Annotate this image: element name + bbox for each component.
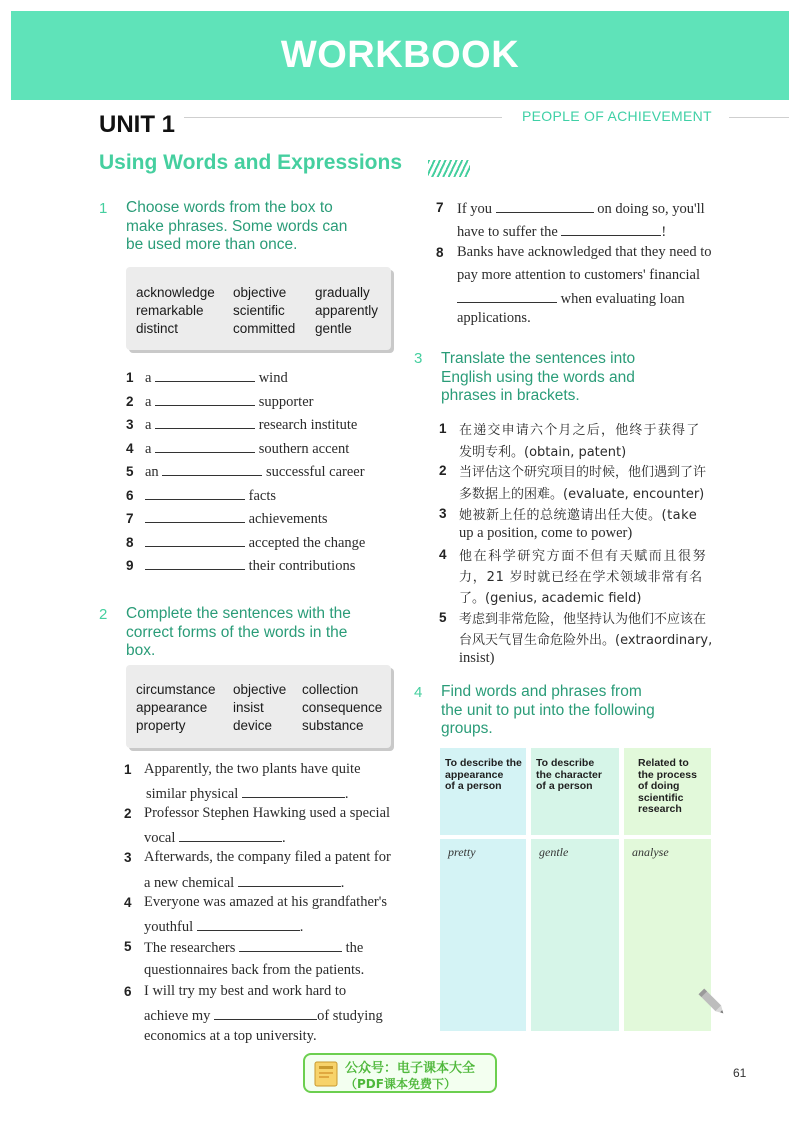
box-word: collection [302, 682, 359, 697]
phrase-line [145, 392, 313, 411]
box-word: device [233, 718, 273, 733]
item-number: 2 [124, 806, 132, 821]
sentence-text: of studying [317, 1008, 383, 1024]
instruction-line: English using the words and [441, 368, 635, 386]
sentence-line: Banks have acknowledged that they need to [457, 244, 712, 260]
question-number: 1 [99, 200, 108, 217]
item-number: 8 [436, 245, 444, 260]
box-word: appearance [136, 700, 208, 715]
question-instruction [126, 605, 351, 661]
box-word: objective [233, 682, 287, 697]
answer-blank[interactable] [155, 368, 255, 382]
sentence-text: achieve my [144, 1008, 211, 1024]
sentence-text: ! [661, 224, 667, 240]
instruction-line: correct forms of the words in the [126, 623, 348, 641]
sentence-line [144, 917, 303, 936]
word-box [126, 267, 391, 350]
sentence-line [457, 199, 705, 218]
sentence-line [144, 873, 344, 892]
item-number: 5 [439, 610, 447, 625]
sentence-line [144, 938, 363, 957]
instruction-line: Translate the sentences into [441, 350, 636, 367]
answer-blank[interactable] [155, 415, 255, 429]
phrase-line [145, 439, 349, 458]
sentence-line: 多数据上的困难。(evaluate, encounter) [459, 487, 705, 502]
box-word: substance [302, 718, 364, 733]
group-header-text: To describe [536, 757, 595, 769]
item-number: 7 [126, 511, 134, 526]
sentence-text: . [282, 830, 286, 846]
group-header-text: of a person [445, 780, 502, 792]
group-answer-cell[interactable] [531, 839, 619, 1031]
answer-blank[interactable] [242, 784, 345, 798]
item-number: 3 [439, 506, 447, 521]
phrase-text: successful career [265, 464, 365, 480]
phrase-line [145, 556, 355, 575]
phrase-text: a [145, 394, 152, 410]
answer-blank[interactable] [155, 392, 255, 406]
phrase-text: achievements [248, 511, 328, 527]
sentence-line: Everyone was amazed at his grandfather's [144, 894, 387, 910]
phrase-text: wind [258, 370, 288, 386]
item-number: 1 [439, 421, 447, 436]
answer-blank[interactable] [496, 199, 594, 213]
phrase-text: a [145, 417, 152, 433]
answer-blank[interactable] [145, 486, 245, 500]
answer-blank[interactable] [214, 1006, 317, 1020]
watermark-stamp [303, 1053, 497, 1093]
instruction-line: groups. [441, 720, 493, 737]
sentence-line: Afterwards, the company filed a patent for [144, 849, 391, 865]
group-header-text: of doing [638, 780, 680, 792]
unit-label: UNIT 1 [99, 111, 176, 138]
item-number: 4 [126, 441, 134, 456]
sentence-line: 发明专利。(obtain, patent) [459, 445, 627, 460]
phrase-line [145, 462, 365, 481]
sentence-text: The researchers [144, 940, 236, 956]
example-word: pretty [448, 845, 476, 859]
phrase-text: an [145, 464, 159, 480]
item-number: 2 [126, 394, 134, 409]
example-word: gentle [539, 845, 569, 859]
sentence-line: 当评估这个研究项目的时候，他们遇到了许 [459, 465, 707, 480]
instruction-line: Complete the sentences with the [126, 605, 351, 622]
item-number: 6 [126, 488, 134, 503]
answer-blank[interactable] [561, 222, 661, 236]
instruction-line: the unit to put into the following [441, 701, 655, 719]
phrase-line [145, 533, 365, 552]
answer-blank[interactable] [238, 873, 341, 887]
sentence-line: 力，21 岁时就已经在学术领域非常有名 [459, 570, 703, 585]
question-instruction [126, 199, 347, 255]
group-answer-cell[interactable] [440, 839, 526, 1031]
box-word: remarkable [136, 303, 204, 318]
phrase-line [145, 368, 288, 387]
sentence-text: when evaluating loan [560, 291, 685, 307]
phrase-line [145, 486, 276, 505]
item-number: 6 [124, 984, 132, 999]
box-word: gentle [315, 321, 352, 336]
sentence-line: economics at a top university. [144, 1028, 317, 1044]
item-number: 9 [126, 558, 134, 573]
group-header-text: scientific [638, 791, 684, 804]
sentence-line: 他在科学研究方面不但有天赋而且很努 [459, 549, 708, 564]
group-header-text: the process [638, 768, 697, 781]
answer-blank[interactable] [145, 533, 245, 547]
header-banner [11, 11, 789, 100]
instruction-line: Find words and phrases from [441, 683, 642, 700]
sentence-text: . [299, 919, 304, 935]
question-number: 4 [414, 684, 423, 701]
phrase-text: accepted the change [248, 535, 366, 551]
phrase-text: a [145, 370, 152, 386]
sentence-line: I will try my best and work hard to [144, 983, 347, 999]
box-word: acknowledge [136, 285, 215, 300]
item-number: 1 [126, 370, 134, 385]
unit-theme: PEOPLE OF ACHIEVEMENT [522, 108, 712, 124]
sentence-line: insist) [459, 650, 495, 666]
item-number: 8 [126, 535, 134, 550]
item-number: 5 [126, 464, 134, 479]
phrase-text: southern accent [258, 441, 350, 457]
answer-blank[interactable] [162, 462, 262, 476]
item-number: 3 [126, 417, 134, 432]
pencil-icon [694, 984, 730, 1020]
box-word: distinct [136, 321, 179, 336]
sentence-line [144, 828, 286, 847]
hatch-decoration [428, 160, 470, 177]
box-word: objective [233, 285, 287, 300]
phrase-text: their contributions [248, 558, 356, 574]
box-word: apparently [315, 303, 379, 318]
phrase-line [145, 415, 357, 434]
group-header-text: appearance [445, 768, 504, 781]
section-title: Using Words and Expressions [99, 151, 403, 174]
answer-blank[interactable] [145, 509, 245, 523]
instruction-line: Choose words from the box to [126, 199, 333, 216]
box-word: insist [233, 700, 264, 715]
sentence-text: have to suffer the [457, 224, 558, 240]
question-number: 2 [99, 606, 108, 623]
phrase-text: a [145, 441, 152, 457]
instruction-line: be used more than once. [126, 236, 298, 253]
answer-blank[interactable] [239, 938, 342, 952]
box-word: consequence [302, 700, 383, 715]
answer-blank[interactable] [145, 556, 245, 570]
stamp-text: （PDF课本免费下） [345, 1077, 456, 1091]
sentence-text: If you [457, 201, 493, 217]
answer-blank[interactable] [155, 439, 255, 453]
group-header-text: research [638, 803, 682, 815]
sentence-line [457, 289, 685, 308]
word-box [126, 665, 391, 748]
instruction-line: phrases in brackets. [441, 387, 580, 404]
instruction-line: box. [126, 642, 156, 659]
item-number: 5 [124, 939, 132, 954]
group-header-text: To describe the [445, 757, 522, 769]
phrase-text: supporter [258, 394, 314, 410]
header-rule [729, 117, 789, 118]
phrase-text: facts [248, 488, 276, 504]
item-number: 2 [439, 463, 447, 478]
sentence-text: youthful [144, 919, 194, 935]
sentence-line [457, 222, 666, 241]
stamp-text: 公众号：电子课本大全 [345, 1061, 476, 1076]
sentence-text: on doing so, you'll [597, 201, 705, 217]
box-word: property [136, 718, 186, 733]
sentence-text: vocal [144, 830, 176, 846]
sentence-line: 在递交申请六个月之后，他终于获得了 [459, 423, 701, 438]
sentence-line: 她被新上任的总统邀请出任大使。(take [459, 508, 698, 523]
box-word: scientific [233, 303, 285, 318]
sentence-line [146, 784, 348, 803]
group-header-text: the character [536, 768, 602, 781]
example-word: analyse [632, 845, 669, 859]
phrase-line [145, 509, 328, 528]
item-number: 4 [439, 547, 447, 562]
group-header-text: of a person [536, 780, 593, 792]
sentence-line [144, 1006, 383, 1025]
item-number: 3 [124, 850, 132, 865]
header-rule [184, 117, 502, 118]
sentence-line: questionnaires back from the patients. [144, 962, 365, 978]
sentence-line: up a position, come to power) [459, 525, 633, 541]
sentence-line: applications. [457, 310, 531, 326]
sentence-line: 台风天气冒生命危险外出。(extraordinary, [459, 633, 713, 648]
banner-title: WORKBOOK [280, 34, 520, 76]
answer-blank[interactable] [197, 917, 300, 931]
book-icon [313, 1060, 339, 1088]
sentence-text: the [345, 940, 364, 956]
answer-blank[interactable] [457, 289, 557, 303]
answer-blank[interactable] [179, 828, 282, 842]
box-word: gradually [315, 285, 370, 300]
sentence-text: similar physical [146, 786, 239, 802]
sentence-line: Professor Stephen Hawking used a special [144, 805, 391, 821]
sentence-line: 考虑到非常危险，他坚持认为他们不应该在 [459, 612, 707, 627]
page-number: 61 [733, 1066, 747, 1080]
item-number: 4 [124, 895, 132, 910]
group-header-text: Related to [638, 757, 689, 769]
phrase-text: research institute [258, 417, 358, 433]
instruction-line: make phrases. Some words can [126, 217, 348, 235]
sentence-line: pay more attention to customers' financial [457, 267, 700, 283]
sentence-line: 了。(genius, academic field) [459, 591, 642, 606]
question-instruction [441, 350, 635, 406]
item-number: 7 [436, 200, 444, 215]
box-word: circumstance [136, 682, 216, 697]
sentence-line: Apparently, the two plants have quite [144, 761, 361, 777]
sentence-text: . [340, 875, 345, 891]
question-number: 3 [414, 350, 423, 367]
question-instruction [441, 683, 655, 739]
sentence-text: a new chemical [144, 875, 235, 891]
sentence-text: . [344, 786, 349, 802]
box-word: committed [233, 321, 296, 336]
item-number: 1 [124, 762, 132, 777]
